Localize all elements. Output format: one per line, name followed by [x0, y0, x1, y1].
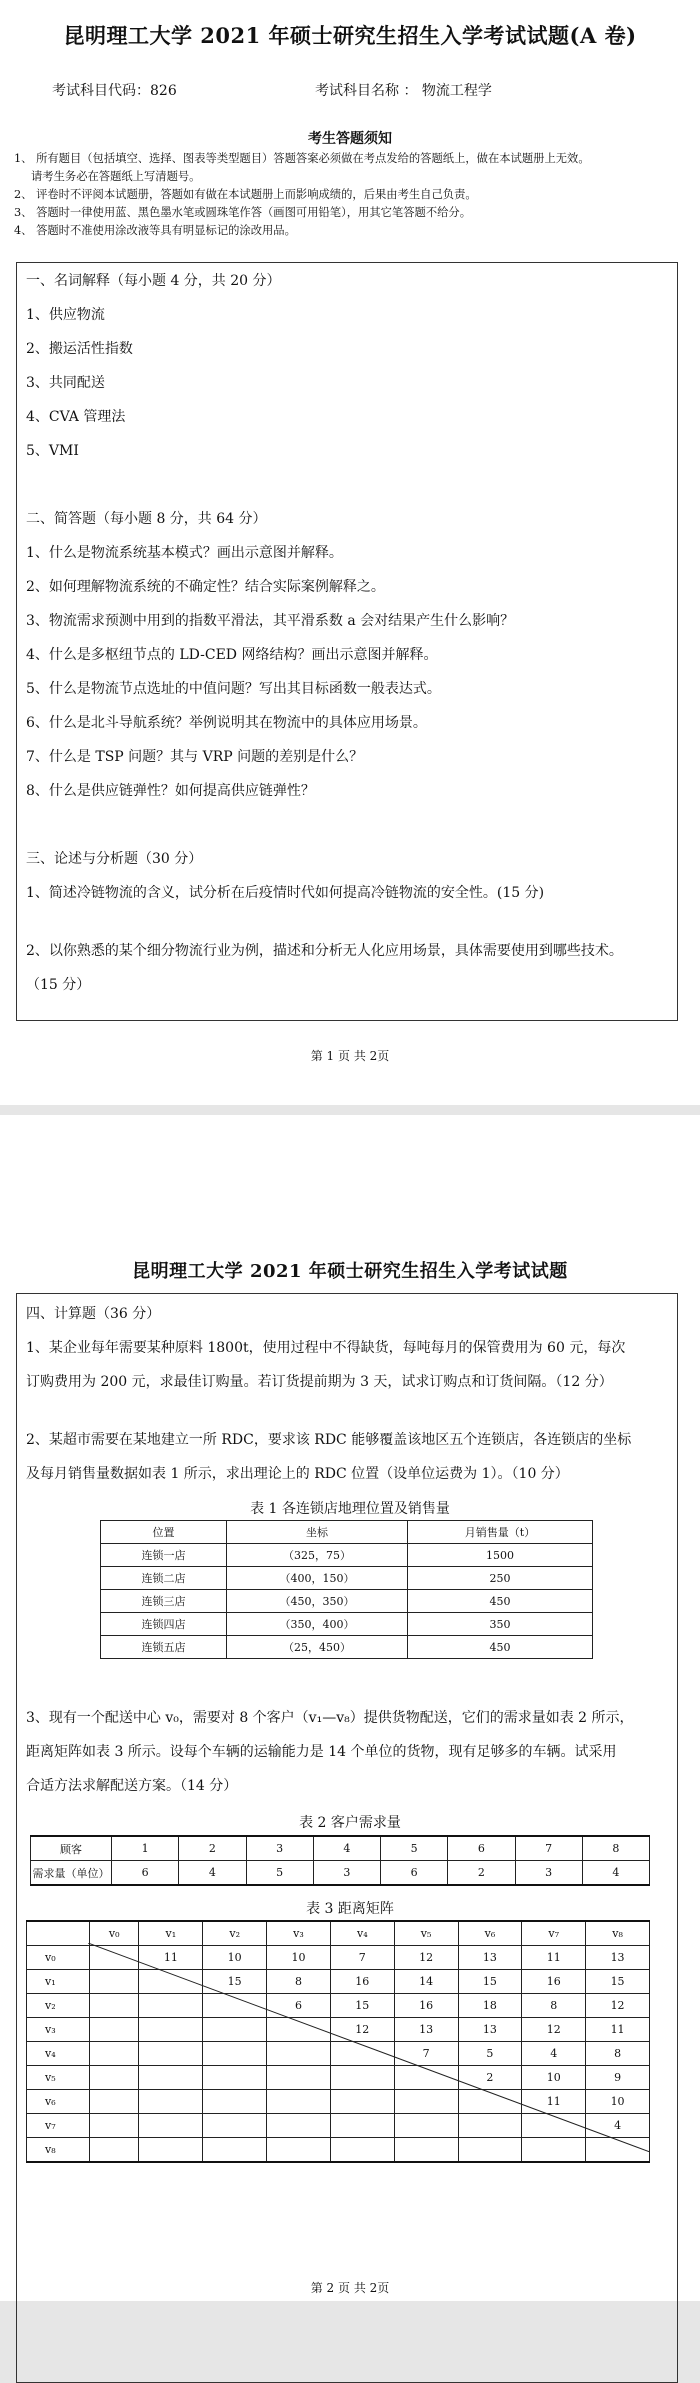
row-header: v₈ — [27, 2138, 90, 2163]
table-cell: 10 — [203, 1946, 267, 1970]
table-cell: （325，75） — [227, 1544, 408, 1567]
table-header: v₅ — [394, 1921, 458, 1946]
table-cell: 15 — [203, 1970, 267, 1994]
table-cell: （450，350） — [227, 1590, 408, 1613]
table-header-row — [27, 1921, 650, 1946]
table-header: v₄ — [330, 1921, 394, 1946]
table-cell: 12 — [330, 2018, 394, 2042]
question-item-continued: 订购费用为 200 元，求最佳订购量。若订货提前期为 3 天，试求订购点和订货间隔。（12 分） — [26, 1374, 613, 1390]
table-cell: 13 — [394, 2018, 458, 2042]
page-footer: 第 2 页 共 2页 — [310, 2281, 390, 2295]
table-cell: 2 — [179, 1836, 246, 1861]
row-header: v₀ — [27, 1946, 90, 1970]
table-cell: 连锁三店 — [101, 1590, 227, 1613]
table-cell: 7 — [394, 2042, 458, 2066]
notice-item: 3、 答题时一律使用蓝、黑色墨水笔或圆珠笔作答（画图可用铅笔），用其它笔答题不给分。 — [14, 206, 472, 219]
table-cell: 2 — [448, 1861, 515, 1886]
question-item: 3、共同配送 — [26, 375, 105, 391]
table-header: v₃ — [267, 1921, 331, 1946]
row-header: v₃ — [27, 2018, 90, 2042]
table-row — [101, 1590, 593, 1613]
table-cell: 7 — [330, 1946, 394, 1970]
subject-name: 考试科目名称 ： 物流工程学 — [315, 83, 492, 99]
question-item-continued: 及每月销售量数据如表 1 所示，求出理论上的 RDC 位置（设单位运费为 1）。（10 分） — [26, 1466, 569, 1482]
table-cell: 3 — [515, 1861, 582, 1886]
notice-item: 4、 答题时不准使用涂改液等具有明显标记的涂改用品。 — [14, 224, 296, 237]
row-header: v₇ — [27, 2114, 90, 2138]
table-cell: 16 — [522, 1970, 586, 1994]
table-cell: 8 — [586, 2042, 650, 2066]
table-header: 月销售量（t） — [408, 1521, 593, 1544]
question-item: 1、什么是物流系统基本模式？画出示意图并解释。 — [26, 545, 343, 561]
table-cell: 10 — [267, 1946, 331, 1970]
table-header: 坐标 — [227, 1521, 408, 1544]
notice-item: 2、 评卷时不评阅本试题册，答题如有做在本试题册上而影响成绩的，后果由考生自己负责。 — [14, 188, 477, 201]
question-item: 2、某超市需要在某地建立一所 RDC，要求该 RDC 能够覆盖该地区五个连锁店，各连锁店的坐标 — [26, 1432, 632, 1448]
question-item: 2、如何理解物流系统的不确定性？结合实际案例解释之。 — [26, 579, 385, 595]
table-header: v₂ — [203, 1921, 267, 1946]
table-cell: 4 — [522, 2042, 586, 2066]
question-item: 8、什么是供应链弹性？如何提高供应链弹性？ — [26, 783, 315, 799]
table-cell: 16 — [394, 1994, 458, 2018]
section-heading: 三、论述与分析题（30 分） — [26, 851, 203, 867]
table-header: v₀ — [90, 1921, 139, 1946]
exam-title: 昆明理工大学 2021 年硕士研究生招生入学考试试题 — [132, 1261, 568, 1282]
table-row — [101, 1636, 593, 1659]
row-header: v₅ — [27, 2066, 90, 2090]
question-item: 2、搬运活性指数 — [26, 341, 133, 357]
question-item: 1、供应物流 — [26, 307, 105, 323]
table-cell: 连锁一店 — [101, 1544, 227, 1567]
table-cell: 450 — [408, 1590, 593, 1613]
table-cell: 9 — [586, 2066, 650, 2090]
notice-list — [14, 150, 689, 240]
table-cell: （25，450） — [227, 1636, 408, 1659]
table-header-row — [101, 1521, 593, 1544]
question-item: 3、物流需求预测中用到的指数平滑法，其平滑系数 a 会对结果产生什么影响？ — [26, 613, 515, 629]
table-cell: 1500 — [408, 1544, 593, 1567]
table-cell: 6 — [448, 1836, 515, 1861]
exam-page-2 — [0, 1115, 700, 2301]
table-cell: 6 — [267, 1994, 331, 2018]
notice-title: 考生答题须知 — [308, 131, 392, 147]
page-footer: 第 1 页 共 2页 — [310, 1049, 390, 1063]
table-caption: 表 3 距离矩阵 — [306, 1901, 394, 1917]
question-item: 2、以你熟悉的某个细分物流行业为例，描述和分析无人化应用场景，具体需要使用到哪些技术。 — [26, 943, 623, 959]
table-cell: 6 — [381, 1861, 448, 1886]
table-header: 顾客 — [31, 1836, 112, 1861]
table-cell: 11 — [522, 1946, 586, 1970]
table-cell: 8 — [582, 1836, 649, 1861]
corner-cell — [27, 1921, 90, 1946]
table-cell: （350，400） — [227, 1613, 408, 1636]
table-caption: 表 1 各连锁店地理位置及销售量 — [250, 1501, 450, 1517]
subject-code: 考试科目代码：826 — [52, 83, 177, 99]
question-item: 1、某企业每年需要某种原料 1800t，使用过程中不得缺货，每吨每月的保管费用为 60 元，每次 — [26, 1340, 626, 1356]
table-cell: 13 — [586, 1946, 650, 1970]
table-cell: 4 — [586, 2114, 650, 2138]
table-cell: 15 — [458, 1970, 522, 1994]
table-cell: 13 — [458, 2018, 522, 2042]
table-cell: 3 — [246, 1836, 313, 1861]
section-heading: 一、名词解释（每小题 4 分，共 20 分） — [26, 273, 281, 289]
table-cell: 连锁二店 — [101, 1567, 227, 1590]
question-box — [16, 262, 678, 1021]
question-item: 5、VMI — [26, 443, 79, 459]
table-row — [31, 1836, 650, 1861]
table-cell: 2 — [458, 2066, 522, 2090]
table-cell: 5 — [246, 1861, 313, 1886]
table-cell: 5 — [381, 1836, 448, 1861]
table-header: 需求量（单位） — [31, 1861, 112, 1886]
table-header: v₆ — [458, 1921, 522, 1946]
table-cell: 15 — [586, 1970, 650, 1994]
table-cell: 8 — [522, 1994, 586, 2018]
row-header: v₄ — [27, 2042, 90, 2066]
section-heading: 四、计算题（36 分） — [26, 1306, 161, 1322]
question-item: 3、现有一个配送中心 v₀，需要对 8 个客户（v₁—v₈）提供货物配送，它们的需求量如表 2 所示， — [26, 1710, 634, 1726]
table-cell: 5 — [458, 2042, 522, 2066]
table-cell: 14 — [394, 1970, 458, 1994]
table-cell: 10 — [586, 2090, 650, 2114]
table-cell: 12 — [586, 1994, 650, 2018]
question-item-continued: （15 分） — [26, 977, 91, 993]
table-cell: 11 — [586, 2018, 650, 2042]
table-cell: 350 — [408, 1613, 593, 1636]
exam-title: 昆明理工大学 2021 年硕士研究生招生入学考试试题(A 卷) — [63, 23, 637, 48]
table-cell: 12 — [394, 1946, 458, 1970]
table-header: v₈ — [586, 1921, 650, 1946]
diagonal-line — [88, 1943, 650, 2152]
exam-page-1 — [0, 0, 700, 1105]
table-cell: 11 — [139, 1946, 203, 1970]
table-cell: 7 — [515, 1836, 582, 1861]
table-row — [101, 1544, 593, 1567]
table-row — [101, 1567, 593, 1590]
table-cell: 13 — [458, 1946, 522, 1970]
table-cell: 15 — [330, 1994, 394, 2018]
question-item: 6、什么是北斗导航系统？举例说明其在物流中的具体应用场景。 — [26, 715, 427, 731]
table-cell: 450 — [408, 1636, 593, 1659]
table-row — [101, 1613, 593, 1636]
notice-item: 请考生务必在答题纸上写清题号。 — [31, 170, 201, 183]
table-cell: 12 — [522, 2018, 586, 2042]
table-cell: 4 — [313, 1836, 380, 1861]
question-item: 7、什么是 TSP 问题？其与 VRP 问题的差别是什么？ — [26, 749, 364, 765]
row-header: v₂ — [27, 1994, 90, 2018]
table-cell: 3 — [313, 1861, 380, 1886]
row-header: v₁ — [27, 1970, 90, 1994]
table-cell: （400，150） — [227, 1567, 408, 1590]
table-cell: 18 — [458, 1994, 522, 2018]
table-cell: 1 — [112, 1836, 179, 1861]
distance-matrix — [26, 1920, 650, 2155]
question-item-continued: 距离矩阵如表 3 所示。设每个车辆的运输能力是 14 个单位的货物，现有足够多的车辆。试采用 — [26, 1744, 617, 1760]
table-cell: 6 — [112, 1861, 179, 1886]
table-cell: 250 — [408, 1567, 593, 1590]
table-header: v₁ — [139, 1921, 203, 1946]
table-header: v₇ — [522, 1921, 586, 1946]
notice-item: 1、 所有题目（包括填空、选择、图表等类型题目）答题答案必须做在考点发给的答题纸上，做在本试题册上无效。 — [14, 152, 590, 165]
table-cell: 4 — [582, 1861, 649, 1886]
question-item: 4、什么是多枢纽节点的 LD-CED 网络结构？画出示意图并解释。 — [26, 647, 438, 663]
table-row — [31, 1861, 650, 1886]
store-table — [100, 1520, 593, 1659]
row-header: v₆ — [27, 2090, 90, 2114]
table-cell: 16 — [330, 1970, 394, 1994]
table-cell: 连锁四店 — [101, 1613, 227, 1636]
table-cell: 10 — [522, 2066, 586, 2090]
table-cell: 4 — [179, 1861, 246, 1886]
demand-table — [30, 1835, 650, 1886]
question-item: 4、CVA 管理法 — [26, 409, 126, 425]
question-item-continued: 合适方法求解配送方案。（14 分） — [26, 1778, 238, 1794]
table-cell: 8 — [267, 1970, 331, 1994]
table-cell: 11 — [522, 2090, 586, 2114]
question-item: 5、什么是物流节点选址的中值问题？写出其目标函数一般表达式。 — [26, 681, 441, 697]
table-cell: 连锁五店 — [101, 1636, 227, 1659]
question-item: 1、简述冷链物流的含义，试分析在后疫情时代如何提高冷链物流的安全性。(15 分) — [26, 885, 545, 901]
section-heading: 二、简答题（每小题 8 分，共 64 分） — [26, 511, 267, 527]
table-header: 位置 — [101, 1521, 227, 1544]
table-caption: 表 2 客户需求量 — [299, 1815, 401, 1831]
